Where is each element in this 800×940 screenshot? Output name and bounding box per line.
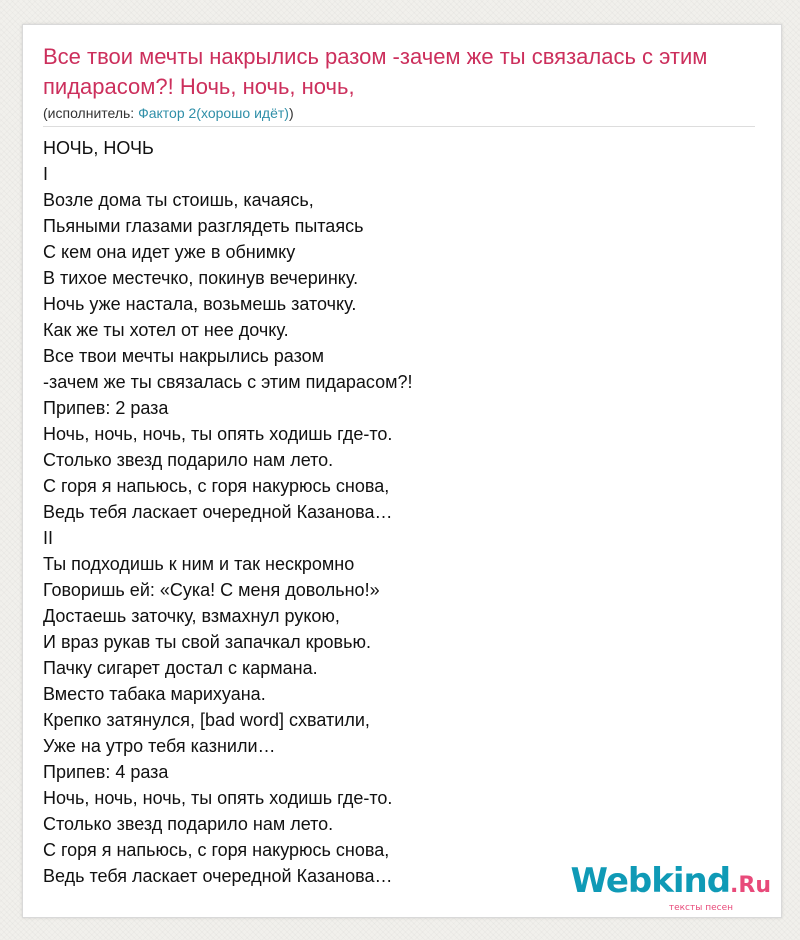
lyric-line: Ты подходишь к ним и так нескромно xyxy=(43,554,355,574)
lyric-line: С горя я напьюсь, с горя накурюсь снова, xyxy=(43,840,390,860)
lyric-line: Пьяными глазами разглядеть пытаясь xyxy=(43,216,364,236)
lyric-line: Крепко затянулся, [bad word] схватили, xyxy=(43,710,370,730)
page-title: Все твои мечты накрылись разом -зачем же ты связалась с этим пидарасом?! Ночь, ночь, ночь, xyxy=(43,44,708,99)
lyric-line: Припев: 2 раза xyxy=(43,398,169,418)
lyric-line: Уже на утро тебя казнили… xyxy=(43,736,276,756)
artist-line xyxy=(43,104,294,122)
lyric-line: Ведь тебя ласкает очередной Казанова… xyxy=(43,502,393,522)
lyric-line: В тихое местечко, покинув вечеринку. xyxy=(43,268,359,288)
logo-main-text: Webkind xyxy=(570,861,731,901)
logo-wordmark xyxy=(570,861,771,903)
lyrics-text xyxy=(43,135,413,889)
lyric-line: I xyxy=(43,164,49,184)
lyric-line: Пачку сигарет достал с кармана. xyxy=(43,658,318,678)
lyric-line: II xyxy=(43,528,54,548)
lyric-line: С горя я напьюсь, с горя накурюсь снова, xyxy=(43,476,390,496)
lyric-line: Столько звезд подарило нам лето. xyxy=(43,450,334,470)
lyric-line: Все твои мечты накрылись разом xyxy=(43,346,325,366)
artist-link[interactable]: Фактор 2(хорошо идёт) xyxy=(138,105,289,121)
lyric-line: Ночь уже настала, возьмешь заточку. xyxy=(43,294,357,314)
lyrics-card xyxy=(22,24,782,918)
lyric-line: НОЧЬ, НОЧЬ xyxy=(43,138,154,158)
site-logo[interactable] xyxy=(570,861,771,913)
logo-tagline: тексты песен xyxy=(668,903,733,913)
lyric-line: Вместо табака марихуана. xyxy=(43,684,266,704)
artist-suffix: ) xyxy=(288,105,294,121)
lyric-line: Как же ты хотел от нее дочку. xyxy=(43,320,289,340)
lyric-line: Ночь, ночь, ночь, ты опять ходишь где-то. xyxy=(43,424,393,444)
lyric-line: Ведь тебя ласкает очередной Казанова… xyxy=(43,866,393,886)
lyric-line: Достаешь заточку, взмахнул рукою, xyxy=(43,606,340,626)
divider xyxy=(43,126,755,127)
artist-prefix: (исполнитель: xyxy=(43,105,139,121)
logo-tld: .Ru xyxy=(730,873,771,898)
lyric-line: -зачем же ты связалась с этим пидарасом?! xyxy=(43,372,413,392)
lyric-line: Столько звезд подарило нам лето. xyxy=(43,814,334,834)
lyric-line: Припев: 4 раза xyxy=(43,762,169,782)
lyric-line: Возле дома ты стоишь, качаясь, xyxy=(43,190,314,210)
lyric-line: С кем она идет уже в обнимку xyxy=(43,242,296,262)
lyric-line: Ночь, ночь, ночь, ты опять ходишь где-то. xyxy=(43,788,393,808)
lyric-line: Говоришь ей: «Сука! С меня довольно!» xyxy=(43,580,380,600)
lyric-line: И враз рукав ты свой запачкал кровью. xyxy=(43,632,371,652)
